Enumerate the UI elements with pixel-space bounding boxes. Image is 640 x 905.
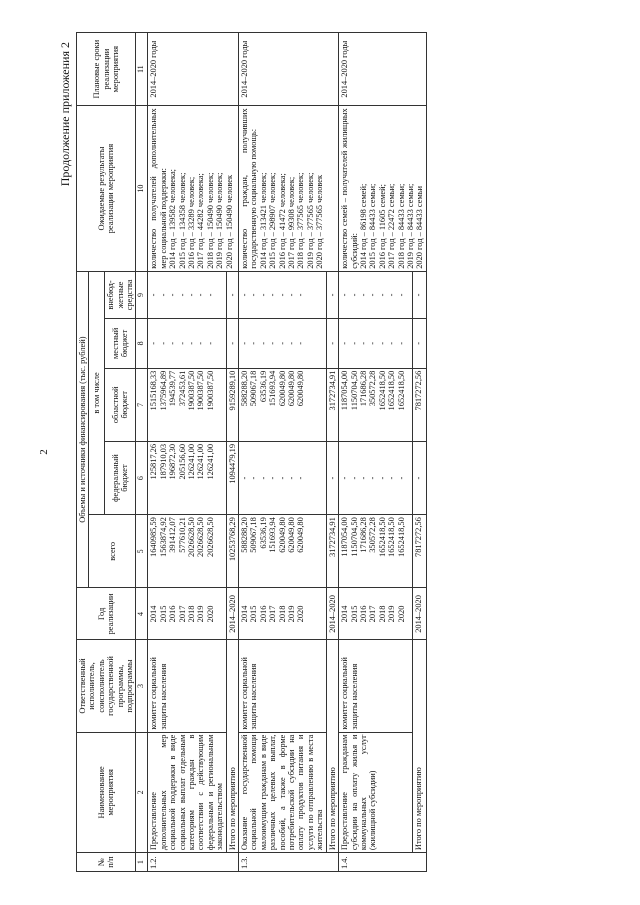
extrabudgetary-values: - - - - - - - — [239, 271, 327, 318]
federal-values: - - - - - - - — [339, 441, 413, 514]
regional-values: 1187054,00 1150704,50 171686,28 350572,28 1652418,50 1652418,50 1652418,50 — [339, 368, 413, 441]
row-number: 1.2. — [148, 853, 239, 872]
column-number: 2 — [136, 732, 148, 853]
total-values: 1640985,59 1563874,92 391412,07 577610,21 2026628,50 2026628,50 2026628,50 — [148, 515, 226, 588]
column-number-row — [136, 33, 148, 872]
subtotal-federal: - — [413, 441, 426, 514]
header-expected-results: Ожидаемые результаты реализации мероприятия — [77, 106, 136, 271]
federal-values: 125817,26 187910,03 196872,30 205156,60 126241,00 126241,00 126241,00 — [148, 441, 226, 514]
measure-name: Предоставление гражданам субсидии на оплату жилья и коммунальных услуг (жилищной субсидии) — [339, 732, 413, 853]
header-executor: Ответственный исполнитель, соисполнитель государственной программы, подпрограммы — [77, 640, 136, 732]
year-list: 2014 2015 2016 2017 2018 2019 2020 — [148, 588, 226, 640]
expected-results: количество семей – получателей жилищных субсидий: 2014 год – 86198 семей; 2015 год – 84433 семьи; 2016 год – 11605 семей; 2017 год – 22472 семьи; 2018 год – 84433 семьи; 2019 год – 84433 семьи; 2020 год – 84433 семьи — [339, 106, 427, 271]
column-number: 10 — [136, 106, 148, 271]
column-number: 9 — [136, 271, 148, 318]
subtotal-years: 2014–2020 — [226, 588, 238, 640]
subtotal-extrabudgetary: - — [226, 271, 238, 318]
subtotal-total: 3172734,91 — [326, 515, 338, 588]
executor: комитет социальной защиты населения — [148, 640, 226, 732]
subtotal-regional: 3172734,91 — [326, 368, 338, 441]
local-values: - - - - - - - — [148, 319, 226, 369]
column-number: 11 — [136, 33, 148, 106]
expected-results: количество граждан, получивших государственную социальную помощь: 2014 год – 313421 человек; 2015 год – 298907 человек; 2016 год – 41472 человека; 2017 год – 99308 человек; 2018 год – 377565 человек; 2019 год – 377565 человек; 2020 год – 377565 человек — [239, 106, 339, 271]
subtotal-label: Итого по мероприятию — [413, 640, 426, 853]
measure-name: Предоставление дополнительных мер социальной поддержки в виде социальных выплат отдельным категориям граждан в соответствии с действующим федеральным и региональным законодательством — [148, 732, 226, 853]
table-row — [148, 33, 226, 872]
header-year: Год реализации — [77, 588, 136, 640]
header-including: в том числе — [89, 271, 105, 514]
header-financing-group: Объемы и источники финансирования (тыс. рублей) — [77, 271, 89, 588]
header-federal-budget: федеральный бюджет — [105, 441, 136, 514]
planned-period: 2014–2020 годы — [148, 33, 239, 106]
measure-name: Оказание государственной социальной помощи малоимущим гражданам в виде различных целевых выплат, пособий, а также в форме потребительской субсидии на оплату продуктов питания и услуги по отправлению в места жительства — [239, 732, 327, 853]
subtotal-regional: 7817272,56 — [413, 368, 426, 441]
header-regional-budget: областной бюджет — [105, 368, 136, 441]
local-values: - - - - - - - — [239, 319, 327, 369]
column-number: 6 — [136, 441, 148, 514]
federal-values: - - - - - - - — [239, 441, 327, 514]
total-values: 1187054,00 1150704,50 171686,28 350572,28 1652418,50 1652418,50 1652418,50 — [339, 515, 413, 588]
subtotal-years: 2014–2020 — [326, 588, 338, 640]
header-extrabudgetary: внебюд- жетные средства — [105, 271, 136, 318]
column-number: 8 — [136, 319, 148, 369]
planned-period: 2014–2020 годы — [239, 33, 339, 106]
table-row — [339, 33, 413, 872]
column-number: 1 — [136, 853, 148, 872]
header-local-budget: местный бюджет — [105, 319, 136, 369]
financing-table — [76, 32, 427, 872]
table-row — [239, 33, 327, 872]
column-number: 3 — [136, 640, 148, 732]
subtotal-local: - — [226, 319, 238, 369]
subtotal-label: Итого по мероприятию — [326, 640, 338, 853]
column-number: 7 — [136, 368, 148, 441]
year-list: 2014 2015 2016 2017 2018 2019 2020 — [239, 588, 327, 640]
subtotal-federal: - — [326, 441, 338, 514]
page-number: 2 — [38, 449, 50, 455]
column-number: 4 — [136, 588, 148, 640]
regional-values: 1515168,33 1375964,89 194539,77 372453,61 1900387,50 1900387,50 1900387,50 — [148, 368, 226, 441]
row-number: 1.4. — [339, 853, 427, 872]
subtotal-extrabudgetary: - — [326, 271, 338, 318]
extrabudgetary-values: - - - - - - - — [339, 271, 413, 318]
subtotal-local: - — [326, 319, 338, 369]
regional-values: 588288,20 509067,18 63536,19 151693,94 620049,80 620049,80 620049,80 — [239, 368, 327, 441]
document-page — [20, 12, 620, 892]
header-total: всего — [89, 515, 136, 588]
subtotal-local: - — [413, 319, 426, 369]
planned-period: 2014–2020 годы — [339, 33, 427, 106]
subtotal-regional: 9159289,10 — [226, 368, 238, 441]
header-number: № п/п — [77, 853, 136, 872]
subtotal-total: 7817272,56 — [413, 515, 426, 588]
header-planned-period: Плановые сроки реализации мероприятия — [77, 33, 136, 106]
local-values: - - - - - - - — [339, 319, 413, 369]
row-number: 1.3. — [239, 853, 339, 872]
subtotal-years: 2014–2020 — [413, 588, 426, 640]
executor: комитет социальной защиты населения — [239, 640, 327, 732]
subtotal-extrabudgetary: - — [413, 271, 426, 318]
subtotal-label: Итого по мероприятию — [226, 640, 238, 853]
continuation-title: Продолжение приложения 2 — [58, 42, 72, 187]
header-measure-name: Наименование мероприятия — [77, 732, 136, 853]
subtotal-federal: 1094479,19 — [226, 441, 238, 514]
table-header — [77, 33, 148, 872]
subtotal-total: 10253768,29 — [226, 515, 238, 588]
extrabudgetary-values: - - - - - - - — [148, 271, 226, 318]
executor: комитет социальной защиты населения — [339, 640, 413, 732]
total-values: 588288,20 509067,18 63536,19 151693,94 620049,80 620049,80 620049,80 — [239, 515, 327, 588]
expected-results: количество получателей дополнительных мер социальной поддержки: 2014 год – 139582 человека; 2015 год – 134358 человек; 2016 год – 33289 человек; 2017 год – 44282 человека; 2018 год – 150490 человек; 2019 год – 150490 человек; 2020 год – 150490 человек — [148, 106, 239, 271]
column-number: 5 — [136, 515, 148, 588]
year-list: 2014 2015 2016 2017 2018 2019 2020 — [339, 588, 413, 640]
